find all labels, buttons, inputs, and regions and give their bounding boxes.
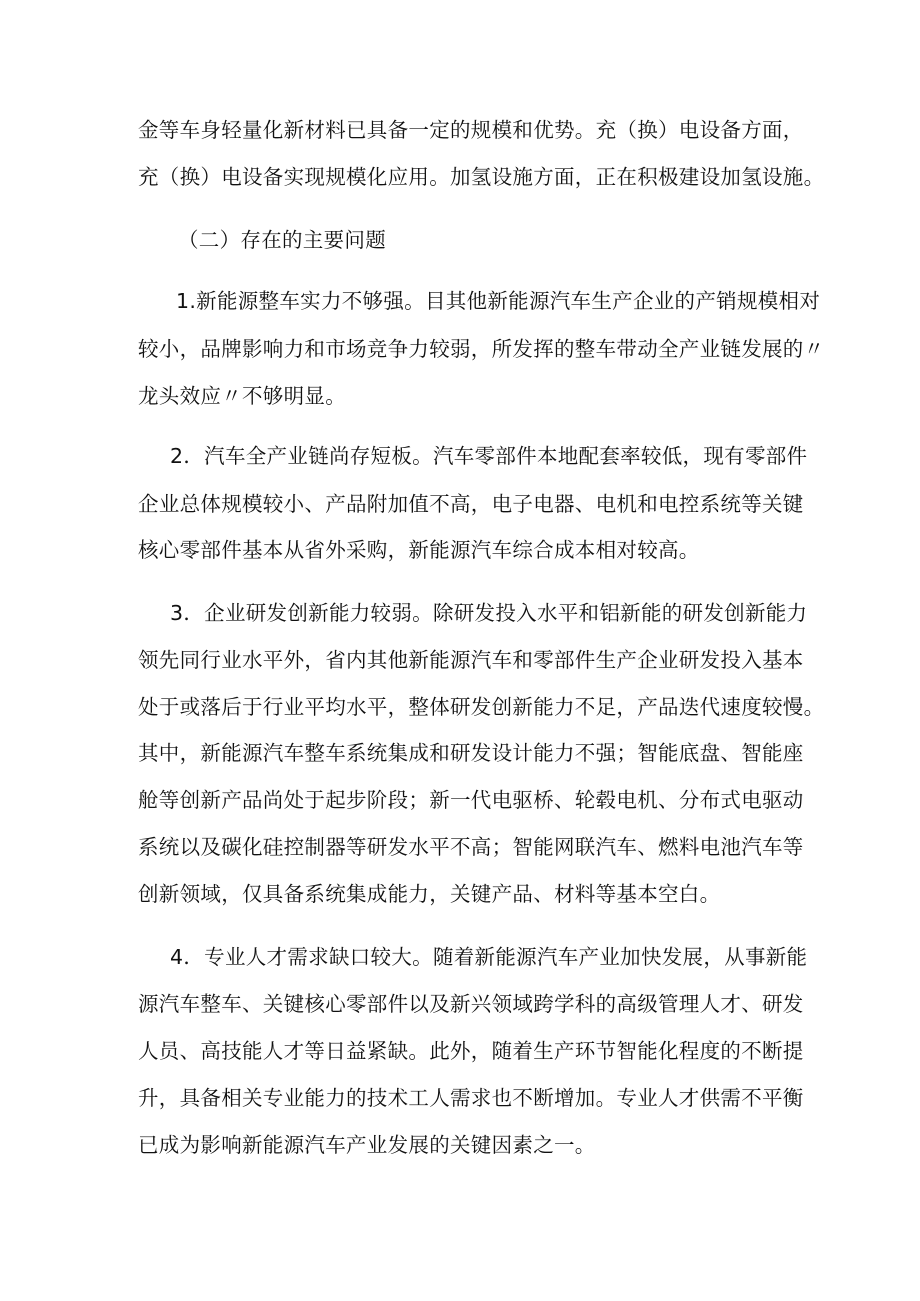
problem-3-line: 领先同行业水平外，省内其他新能源汽车和零部件生产企业研发投入基本 (138, 648, 804, 672)
problem-4-line: 已成为影响新能源汽车产业发展的关键因素之一。 (138, 1133, 596, 1157)
problem-1-line: 1.新能源整车实力不够强。目其他新能源汽车生产企业的产销规模相对 (176, 289, 821, 313)
section-heading: （二）存在的主要问题 (178, 228, 386, 252)
problem-4-line: 4．专业人才需求缺口较大。随着新能源汽车产业加快发展，从事新能 (170, 945, 808, 969)
problem-1-line: 较小，品牌影响力和市场竞争力较弱，所发挥的整车带动全产业链发展的〃 (138, 337, 825, 361)
problem-4-line: 源汽车整车、关键核心零部件以及新兴领域跨学科的高级管理人才、研发 (138, 992, 804, 1016)
problem-3-line: 舱等创新产品尚处于起步阶段；新一代电驱桥、轮毂电机、分布式电驱动 (138, 788, 804, 812)
problem-3-line: 处于或落后于行业平均水平，整体研发创新能力不足，产品迭代速度较慢。 (138, 695, 825, 719)
intro-line: 金等车身轻量化新材料已具备一定的规模和优势。充（换）电设备方面， (138, 118, 804, 142)
problem-4-line: 人员、高技能人才等日益紧缺。此外，随着生产环节智能化程度的不断提 (138, 1039, 804, 1063)
problem-2-line: 2．汽车全产业链尚存短板。汽车零部件本地配套率较低，现有零部件 (170, 444, 808, 468)
problem-3-line: 系统以及碳化硅控制器等研发水平不高；智能网联汽车、燃料电池汽车等 (138, 835, 804, 859)
problem-1-line: 龙头效应〃不够明显。 (138, 384, 346, 408)
problem-4-line: 升，具备相关专业能力的技术工人需求也不断增加。专业人才供需不平衡 (138, 1086, 804, 1110)
problem-2-line: 企业总体规模较小、产品附加值不高，电子电器、电机和电控系统等关键 (138, 492, 804, 516)
problem-2-line: 核心零部件基本从省外采购，新能源汽车综合成本相对较高。 (138, 538, 700, 562)
intro-line: 充（换）电设备实现规模化应用。加氢设施方面，正在积极建设加氢设施。 (138, 165, 825, 189)
problem-3-line: 创新领域，仅具备系统集成能力，关键产品、材料等基本空白。 (138, 882, 721, 906)
problem-3-line: 3．企业研发创新能力较弱。除研发投入水平和铝新能的研发创新能力 (170, 601, 808, 625)
problem-3-line: 其中，新能源汽车整车系统集成和研发设计能力不强；智能底盘、智能座 (138, 741, 804, 765)
